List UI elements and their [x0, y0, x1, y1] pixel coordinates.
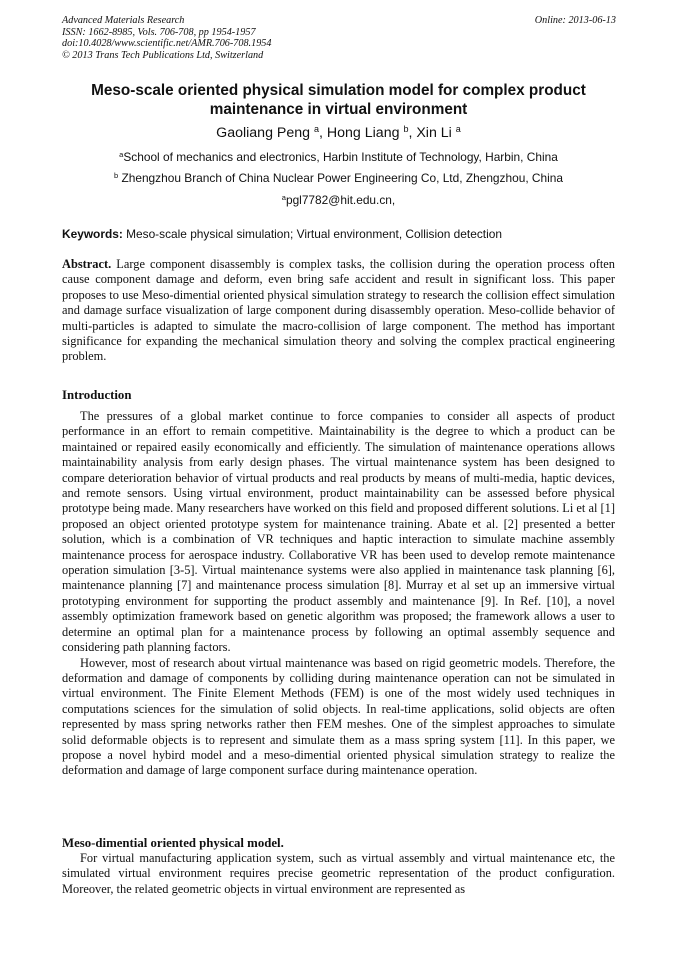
doi-line: doi:10.4028/www.scientific.net/AMR.706-708.1954 — [62, 38, 272, 50]
author-name: Xin Li — [416, 125, 452, 141]
journal-name: Advanced Materials Research — [62, 15, 185, 26]
email-mark: a — [281, 193, 286, 202]
author-list: Gaoliang Peng $^a$, Hong Liang $^b$, Xin Li $^a$ — [216, 124, 461, 141]
copyright-line: © 2013 Trans Tech Publications Ltd, Switzerland — [62, 49, 264, 61]
meso-model-body — [62, 851, 615, 897]
author-name: Hong Liang — [326, 125, 400, 141]
author-email — [62, 193, 615, 208]
abstract — [62, 257, 615, 365]
publication-header — [62, 15, 462, 61]
affiliation-a — [62, 150, 615, 165]
email-text: pgl7782@hit.edu.cn, — [285, 193, 396, 207]
author-mark: a — [455, 124, 461, 134]
paragraph: However, most of research about virtual maintenance was based on rigid geometric models. Therefore, the deformation and damage of components by colliding during maintenance operation can not be simulated in virtual environment. The Finite Element Methods (FEM) is one of the most widely used techniques in computations sciences for the simulation of solid objects. In real-time applications, solid objects are often represented by mass spring networks rather then FEM meshes. One of the simplest approaches to simulate solid deformable objects is to represent and simulate them as a mass spring system [11]. In this paper, we propose a novel hybird model and a meso-dimential oriented physical simulation strategy to realize the deformation and damage of large component surface during maintenance operation. — [62, 655, 615, 778]
affiliation-text: School of mechanics and electronics, Harbin Institute of Technology, Harbin, China — [123, 150, 558, 164]
issn-line: ISSN: 1662-8985, Vols. 706-708, pp 1954-1957 — [62, 26, 256, 38]
abstract-label: Abstract. — [62, 257, 112, 271]
keywords-text: Meso-scale physical simulation; Virtual environment, Collision detection — [122, 227, 502, 241]
abstract-text: Large component disassembly is complex tasks, the collision during the operation process often cause component damage and deform, even bring safe accident and result in significant loss. This paper proposes to use Meso-dimential oriented physical simulation strategy to research the collision effect simulation and damage surface visualization of large component during disassembly operation. Meso-collide behavior of multi-particles is adapted to simulate the macro-collision of large component. The method has important significance for expanding the mechanical simulation theory and solving the complex practical engineering problem. — [62, 257, 615, 364]
paragraph: The pressures of a global market continue to force companies to consider all aspects of product performance in an effort to remain competitive. Maintainability is the degree to which a product can be maintained or repaired easily economically and efficiently. The simulation of maintenance operations allows maintainability analysis from early design phases. The virtual maintenance system has been designed to compare deterioration behavior of virtual products and real products by means of multi-media, haptic devices, and remote sensors. Using virtual environment, product maintainability can be assessed before physical prototype being made. Many researchers have worked on this field and proposed different solutions. Li et al [1] proposed an object oriented prototype system for maintenance training. Abate et al. [2] presented a better solution, which is a combination of VR techniques and haptic interaction to simulate machine assembly maintenance process for aerospace industry. Collaborative VR has been used to develop remote maintenance operation simulation [3-5]. Virtual maintenance systems were also applied in maintenance task planning [6], maintenance planning [7] and maintenance process simulation [8]. Murray et al set up an immersive virtual prototyping environment for supporting the product assembly and maintenance [9]. In Ref. [10], a novel assembly optimization framework based on genetic algorithm was proposed; the framework allows a user to determine an optimal plan for a maintenance process by following an optimal assembly sequence and considering path planning factors. — [62, 409, 615, 655]
author-mark: a — [314, 124, 320, 134]
online-date: Online: 2013-06-13 — [534, 15, 616, 26]
introduction-body — [62, 409, 615, 779]
keywords-label: Keywords: — [62, 227, 123, 241]
affiliation-b — [62, 171, 615, 186]
affiliation-mark: a — [119, 150, 124, 159]
paper-title: Meso-scale oriented physical simulation model for complex product maintenance in virtual environment — [91, 82, 586, 118]
section-heading-meso-model: Meso-dimential oriented physical model. — [62, 836, 284, 850]
section-heading-introduction: Introduction — [62, 388, 132, 402]
affiliation-text: Zhengzhou Branch of China Nuclear Power Engineering Co, Ltd, Zhengzhou, China — [118, 171, 564, 185]
paragraph: For virtual manufacturing application system, such as virtual assembly and virtual maintenance etc, the simulated virtual environment requires precise geometric representation of the product configuration. Moreover, the related geometric objects in virtual environment are represented as — [62, 851, 615, 896]
keywords — [62, 227, 615, 242]
affiliation-mark: b — [113, 171, 119, 180]
author-mark: b — [403, 124, 409, 134]
author-name: Gaoliang Peng — [216, 125, 311, 141]
